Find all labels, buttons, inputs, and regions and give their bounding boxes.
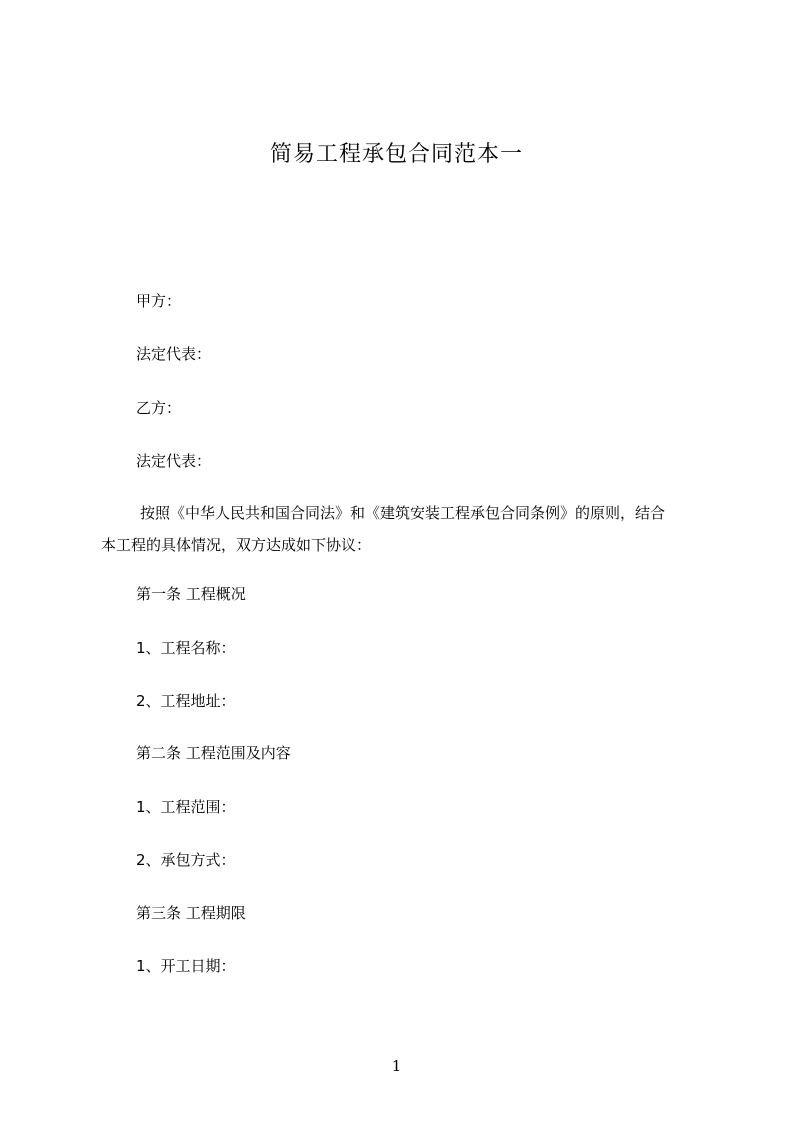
party-a-label: 甲方：	[136, 292, 182, 310]
article-1-heading: 第一条 工程概况	[136, 585, 246, 603]
article-1-item-2: 2、工程地址：	[136, 692, 236, 710]
article-1-item-1: 1、工程名称：	[136, 639, 236, 657]
preamble-paragraph	[101, 503, 708, 555]
article-3-item-1: 1、开工日期：	[136, 957, 236, 975]
party-b-label: 乙方：	[136, 399, 182, 417]
document-title: 简易工程承包合同范本一	[269, 142, 523, 167]
article-2-item-2: 2、承包方式：	[136, 851, 236, 869]
preamble-line-1: 按照《中华人民共和国合同法》和《建筑安装工程承包合同条例》的原则，结合	[140, 504, 666, 522]
article-3-heading: 第三条 工程期限	[136, 904, 246, 922]
article-2-heading: 第二条 工程范围及内容	[136, 744, 291, 762]
article-2-item-1: 1、工程范围：	[136, 798, 236, 816]
party-a-representative-label: 法定代表：	[136, 345, 212, 363]
party-b-representative-label: 法定代表：	[136, 452, 212, 470]
page-number: 1	[391, 1057, 402, 1075]
preamble-line-2: 本工程的具体情况，双方达成如下协议：	[101, 536, 372, 554]
